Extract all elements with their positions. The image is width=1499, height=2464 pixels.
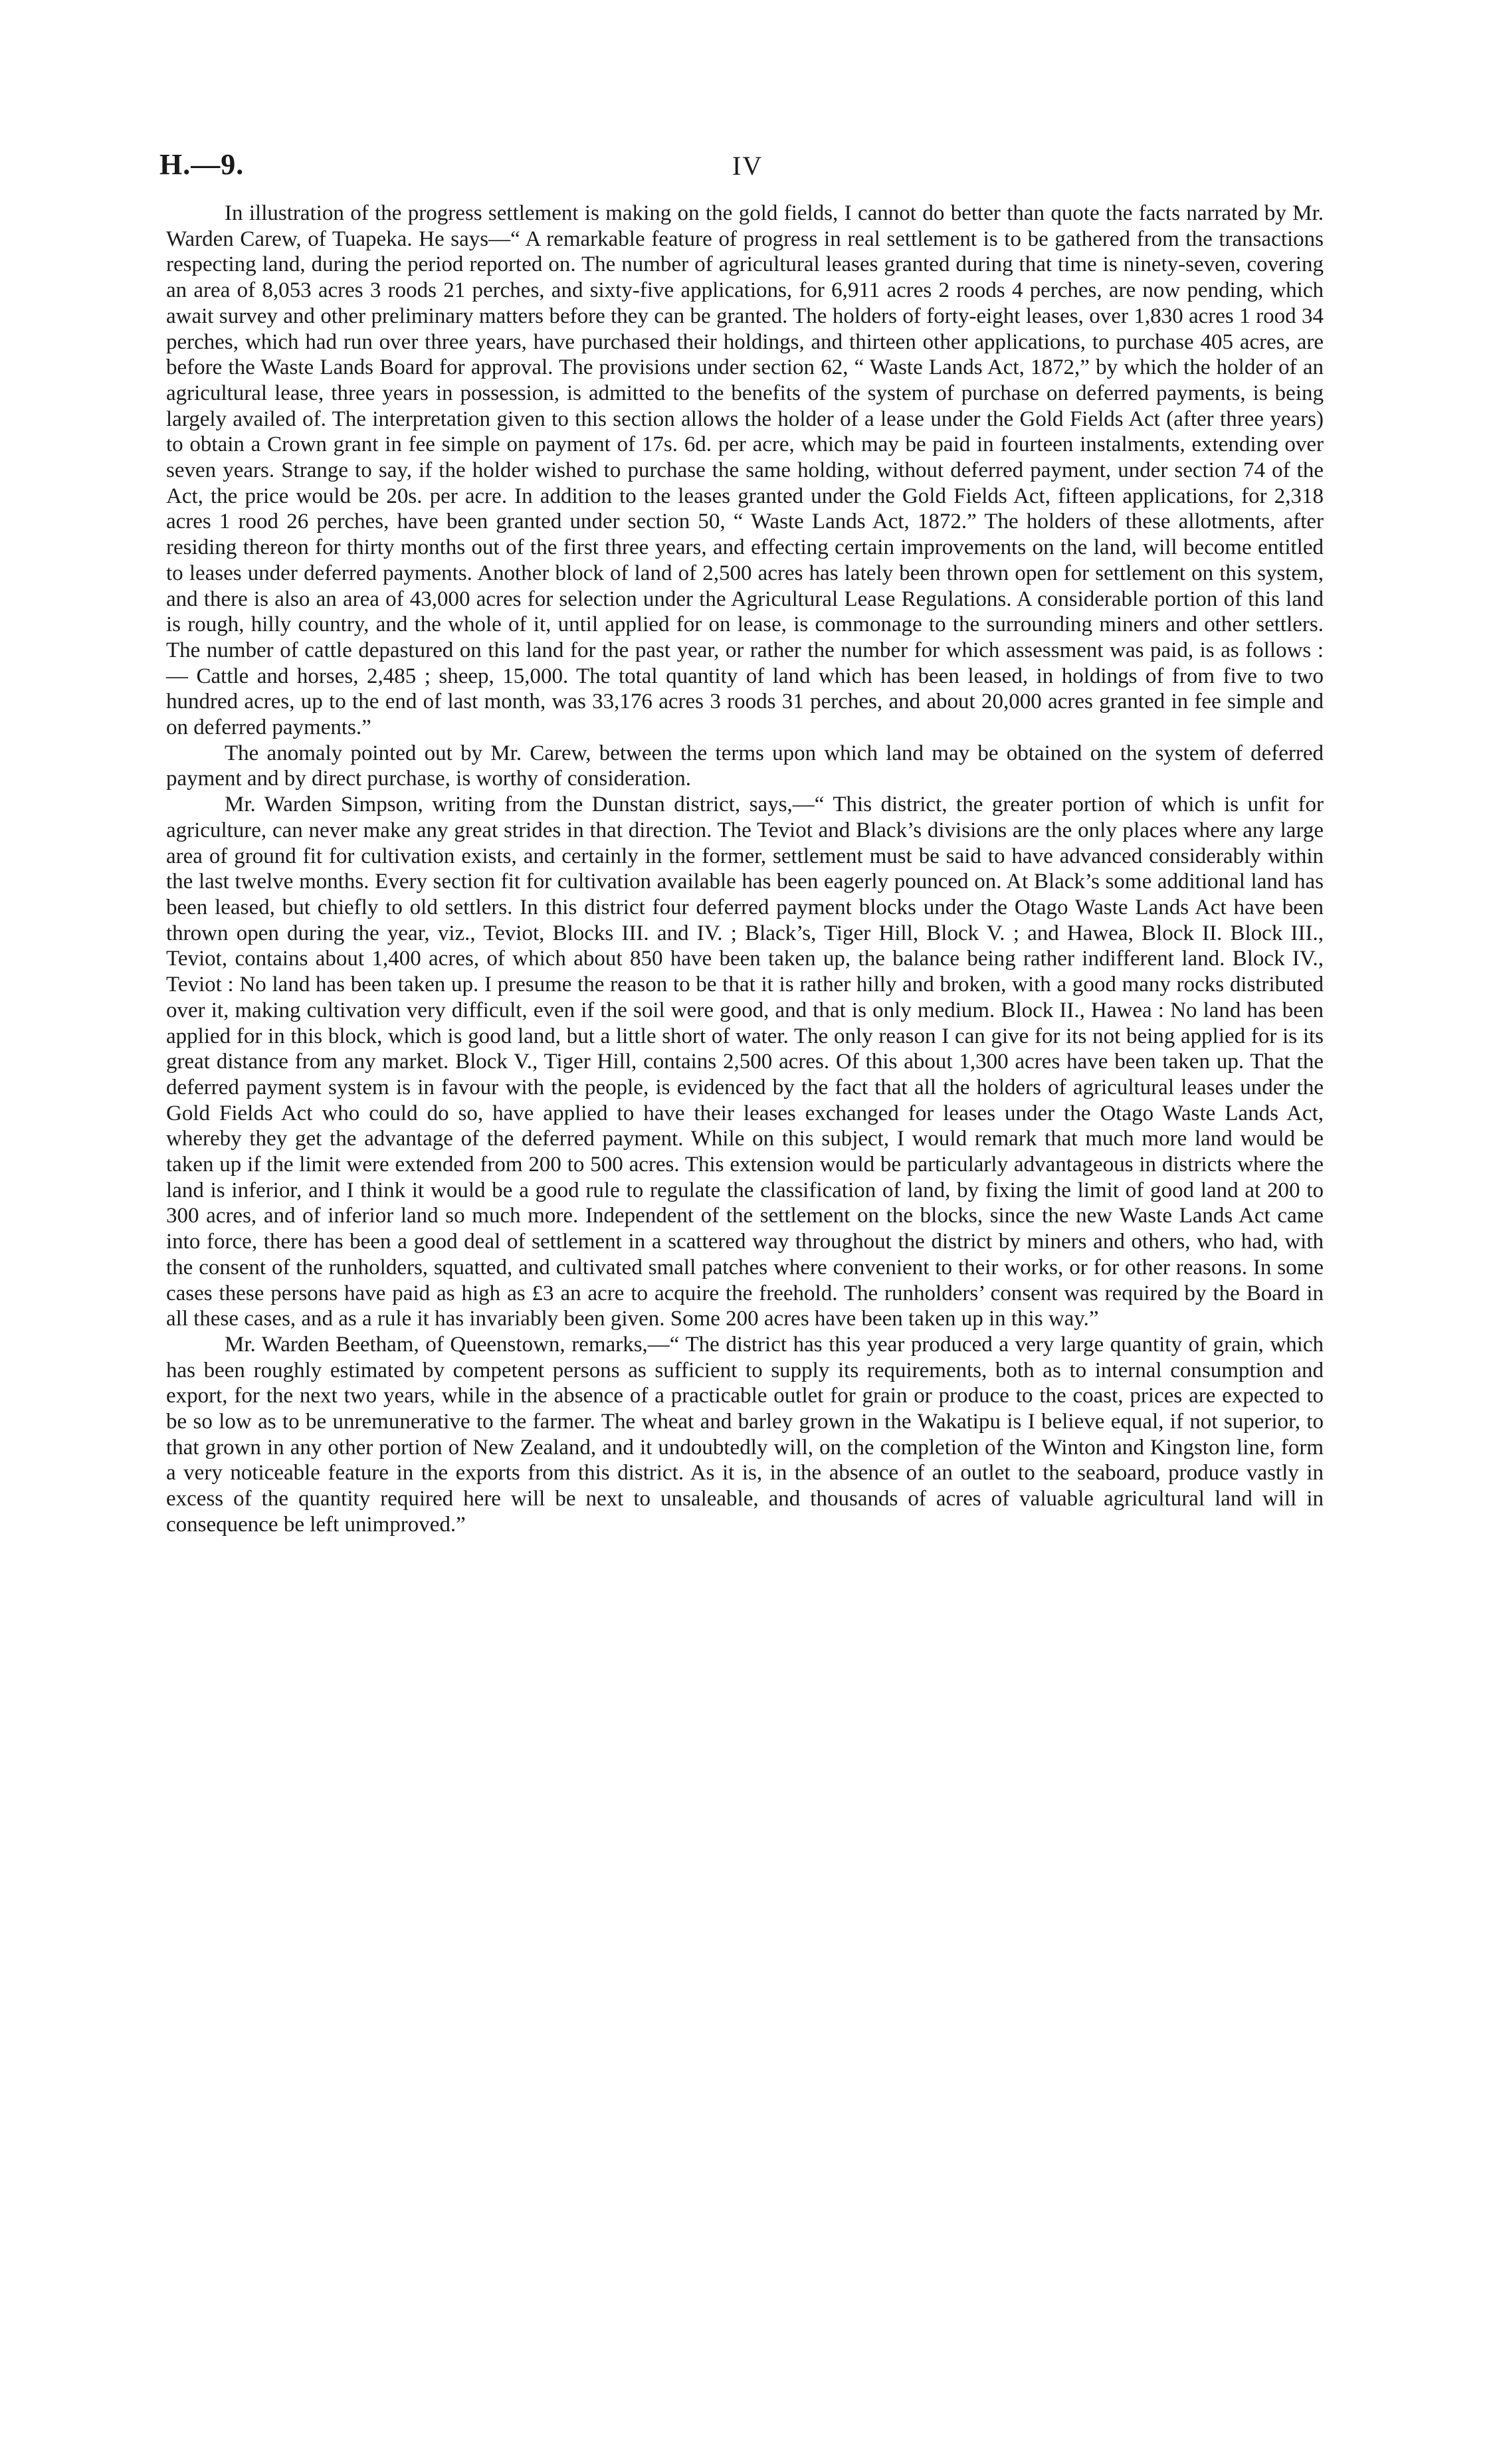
- paragraph-simpson: Mr. Warden Simpson, writing from the Dunstan district, says,—“ This district, the greater portion of which is unfit for agriculture, can never make any great strides in that direction. The Teviot and Black’s divisions are the only places where any large area of ground fit for cultivation exists, and certainly in the former, settlement must be said to have advanced considerably within the last twelve months. Every section fit for cultivation available has been eagerly pounced on. At Black’s some additional land has been leased, but chiefly to old settlers. In this district four deferred payment blocks under the Otago Waste Lands Act have been thrown open during the year, viz., Teviot, Blocks III. and IV. ; Black’s, Tiger Hill, Block V. ; and Hawea, Block II. Block III., Teviot, contains about 1,400 acres, of which about 850 have been taken up, the balance being rather indifferent land. Block IV., Teviot : No land has been taken up. I presume the reason to be that it is rather hilly and broken, with a good many rocks distributed over it, making cultivation very difficult, even if the soil were good, and that is only medium. Block II., Hawea : No land has been applied for in this block, which is good land, but a little short of water. The only reason I can give for its not being applied for is its great distance from any market. Block V., Tiger Hill, contains 2,500 acres. Of this about 1,300 acres have been taken up. That the deferred payment system is in favour with the people, is evidenced by the fact that all the holders of agricultural leases under the Gold Fields Act who could do so, have applied to have their leases exchanged for leases under the Otago Waste Lands Act, whereby they get the advantage of the deferred payment. While on this subject, I would remark that much more land would be taken up if the limit were extended from 200 to 500 acres. This extension would be particularly advantageous in districts where the land is inferior, and I think it would be a good rule to regulate the classification of land, by fixing the limit of good land at 200 to 300 acres, and of inferior land so much more. Independent of the settlement on the blocks, since the new Waste Lands Act came into force, there has been a good deal of settlement in a scattered way throughout the district by miners and others, who had, with the consent of the runholders, squatted, and cultivated small patches where convenient to their works, or for other reasons. In some cases these persons have paid as high as £3 an acre to acquire the freehold. The runholders’ consent was required by the Board in all these cases, and as a rule it has invariably been given. Some 200 acres have been taken up in this way.”: [166, 793, 1324, 1331]
- page-number: IV: [732, 151, 763, 181]
- paragraph-beetham: Mr. Warden Beetham, of Queenstown, remarks,—“ The district has this year produced a very large quantity of grain, which has been roughly estimated by competent persons as sufficient to supply its requirements, both as to internal consumption and export, for the next two years, while in the absence of a practicable outlet for grain or produce to the coast, prices are expected to be so low as to be unremunerative to the farmer. The wheat and barley grown in the Wakatipu is I believe equal, if not superior, to that grown in any other portion of New Zealand, and it undoubtedly will, on the completion of the Winton and Kingston line, form a very noticeable feature in the exports from this district. As it is, in the absence of an outlet to the seaboard, produce vastly in excess of the quantity required here will be next to unsaleable, and thousands of acres of valuable agricultural land will in consequence be left unimproved.”: [166, 1332, 1324, 1537]
- paragraph-carew: In illustration of the progress settlement is making on the gold fields, I cannot do better than quote the facts narrated by Mr. Warden Carew, of Tuapeka. He says—“ A remarkable feature of progress in real settlement is to be gathered from the transactions respecting land, during the period reported on. The number of agricultural leases granted during that time is ninety-seven, covering an area of 8,053 acres 3 roods 21 perches, and sixty-five applications, for 6,911 acres 2 roods 4 perches, are now pending, which await survey and other preliminary matters before they can be granted. The holders of forty-eight leases, over 1,830 acres 1 rood 34 perches, which had run over three years, have purchased their holdings, and thirteen other applications, to purchase 405 acres, are before the Waste Lands Board for approval. The provisions under section 62, “ Waste Lands Act, 1872,” by which the holder of an agricultural lease, three years in possession, is admitted to the benefits of the system of purchase on deferred payments, is being largely availed of. The interpretation given to this section allows the holder of a lease under the Gold Fields Act (after three years) to obtain a Crown grant in fee simple on payment of 17s. 6d. per acre, which may be paid in fourteen instalments, extending over seven years. Strange to say, if the holder wished to purchase the same holding, without deferred payment, under section 74 of the Act, the price would be 20s. per acre. In addition to the leases granted under the Gold Fields Act, fifteen applications, for 2,318 acres 1 rood 26 perches, have been granted under section 50, “ Waste Lands Act, 1872.” The holders of these allotments, after residing thereon for thirty months out of the first three years, and effecting certain improvements on the land, will become entitled to leases under deferred payments. Another block of land of 2,500 acres has lately been thrown open for settlement on this system, and there is also an area of 43,000 acres for selection under the Agricultural Lease Regulations. A considerable portion of this land is rough, hilly country, and the whole of it, until applied for on lease, is commonage to the surrounding miners and other settlers. The number of cattle depastured on this land for the past year, or rather the number for which assessment was paid, is as follows :— Cattle and horses, 2,485 ; sheep, 15,000. The total quantity of land which has been leased, in holdings of from five to two hundred acres, up to the end of last month, was 33,176 acres 3 roods 31 perches, and about 20,000 acres granted in fee simple and on deferred payments.”: [166, 201, 1324, 740]
- running-header: [159, 147, 1322, 187]
- paragraph-anomaly: The anomaly pointed out by Mr. Carew, between the terms upon which land may be obtained on the system of deferred payment and by direct purchase, is worthy of consideration.: [166, 741, 1324, 791]
- report-body: [166, 201, 1324, 1538]
- document-reference: H.—9.: [159, 148, 245, 181]
